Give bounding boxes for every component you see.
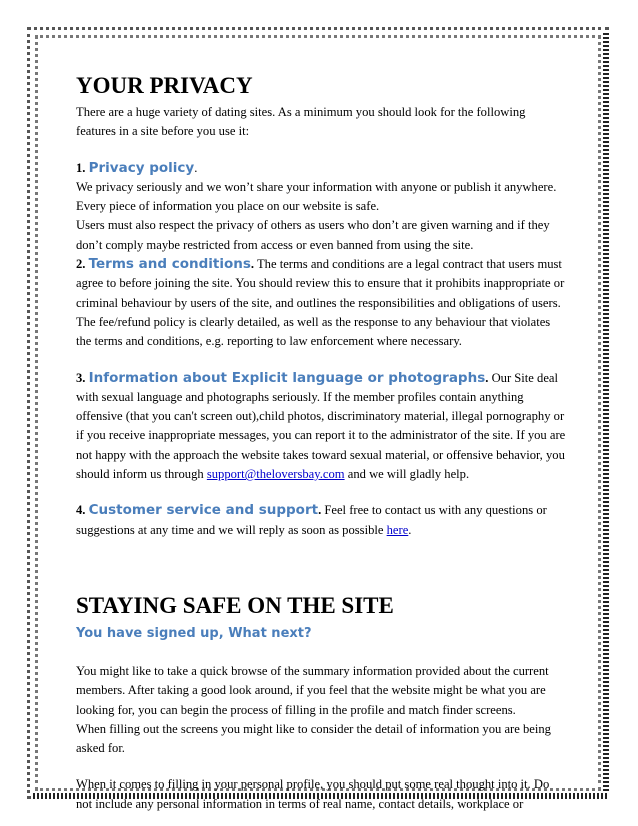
item-number: 2.: [76, 257, 86, 272]
terms-paragraph: 2. Terms and conditions. The terms and conditions are a legal contract that users must agree to before joining the site. You should review this to ensure that it prohibits inappropriate or criminal behaviour by users of the site, and outlines the responsibilities and obligations of users.: [76, 256, 565, 310]
explicit-text: Our Site deal with sexual language and photographs seriously. If the member profiles contain anything offensive (that you can't screen out),child photos, discriminatory material, illegal pornography or if you receive inappropriate messages, you can report it to the administrator of the site. If you are not happy with the approach the website takes toward sexual material, or offensive behavior, you should inform us through: [76, 370, 566, 482]
privacy-policy-line: Every piece of information you place on our website is safe.: [76, 199, 380, 214]
terms-text-2: The fee/refund policy is clearly detailed, as well as the response to any behaviour that violates the terms and conditions, e.g. reporting to law enforcement where necessary.: [76, 314, 551, 349]
support-text: Feel free to contact us with any questions or suggestions at any time and we will reply as soon as possible: [76, 503, 547, 537]
safety-subtitle: You have signed up, What next?: [76, 625, 312, 641]
safety-paragraph-2: When filling out the screens you might like to consider the detail of information you are being asked for.: [76, 721, 551, 756]
section-heading: Customer service and support: [88, 502, 319, 519]
item-number: 1.: [76, 160, 86, 175]
privacy-policy-heading: 1. Privacy policy.: [76, 159, 198, 176]
privacy-policy-line: We privacy seriously and we won’t share your information with anyone or publish it anywhere.: [76, 179, 557, 194]
safety-paragraph-3: When it comes to filling in your personal profile, you should put some real thought into it. Do not include any personal information in terms of real name, contact details, workplace or: [76, 777, 550, 811]
terms-text: The terms and conditions are a legal contract that users must agree to before joining the site. You should review this to ensure that it prohibits inappropriate or criminal behaviour by users of the site, and outlines the responsibilities and obligations of users.: [76, 257, 565, 310]
item-number: 3.: [76, 370, 86, 385]
privacy-policy-line: Users must also respect the privacy of others as users who don’t are given warning and if they don’t comply maybe restricted from access or even banned from using the site.: [76, 218, 550, 252]
safety-title: STAYING SAFE ON THE SITE: [76, 592, 394, 618]
section-heading: Information about Explicit language or photographs: [88, 369, 486, 386]
explicit-text-end: and we will gladly help.: [347, 467, 470, 482]
privacy-title: YOUR PRIVACY: [76, 73, 253, 98]
explicit-paragraph: 3. Information about Explicit language or photographs. Our Site deal with sexual language and photographs seriously. If the member profiles contain anything offensive (that you can't screen out),child photos, discriminatory material, illegal pornography or if you receive inappropriate messages, you can report it to the administrator of the site. If you are not happy with the approach the website takes toward sexual material, or offensive behavior, you should inform us through support@theloversbay.com and we will gladly help.: [76, 369, 566, 482]
privacy-intro: There are a huge variety of dating sites. As a minimum you should look for the following features in a site before you use it:: [76, 105, 526, 139]
page-border-shadow-right: [603, 33, 609, 799]
section-heading: Terms and conditions: [88, 256, 251, 273]
item-number: 4.: [76, 503, 86, 518]
safety-paragraph-1: You might like to take a quick browse of the summary information provided about the current members. After taking a good look around, if you feel that the website might be what you are looking for, you can begin the process of filling in the profile and match finder screens.: [76, 663, 549, 717]
document-body: [76, 72, 568, 814]
section-heading: Privacy policy: [88, 159, 195, 176]
contact-here-link[interactable]: here: [386, 522, 409, 537]
support-email-link[interactable]: support@theloversbay.com: [206, 467, 345, 482]
support-paragraph: 4. Customer service and support. Feel free to contact us with any questions or suggestions at any time and we will reply as soon as possible here.: [76, 502, 547, 537]
